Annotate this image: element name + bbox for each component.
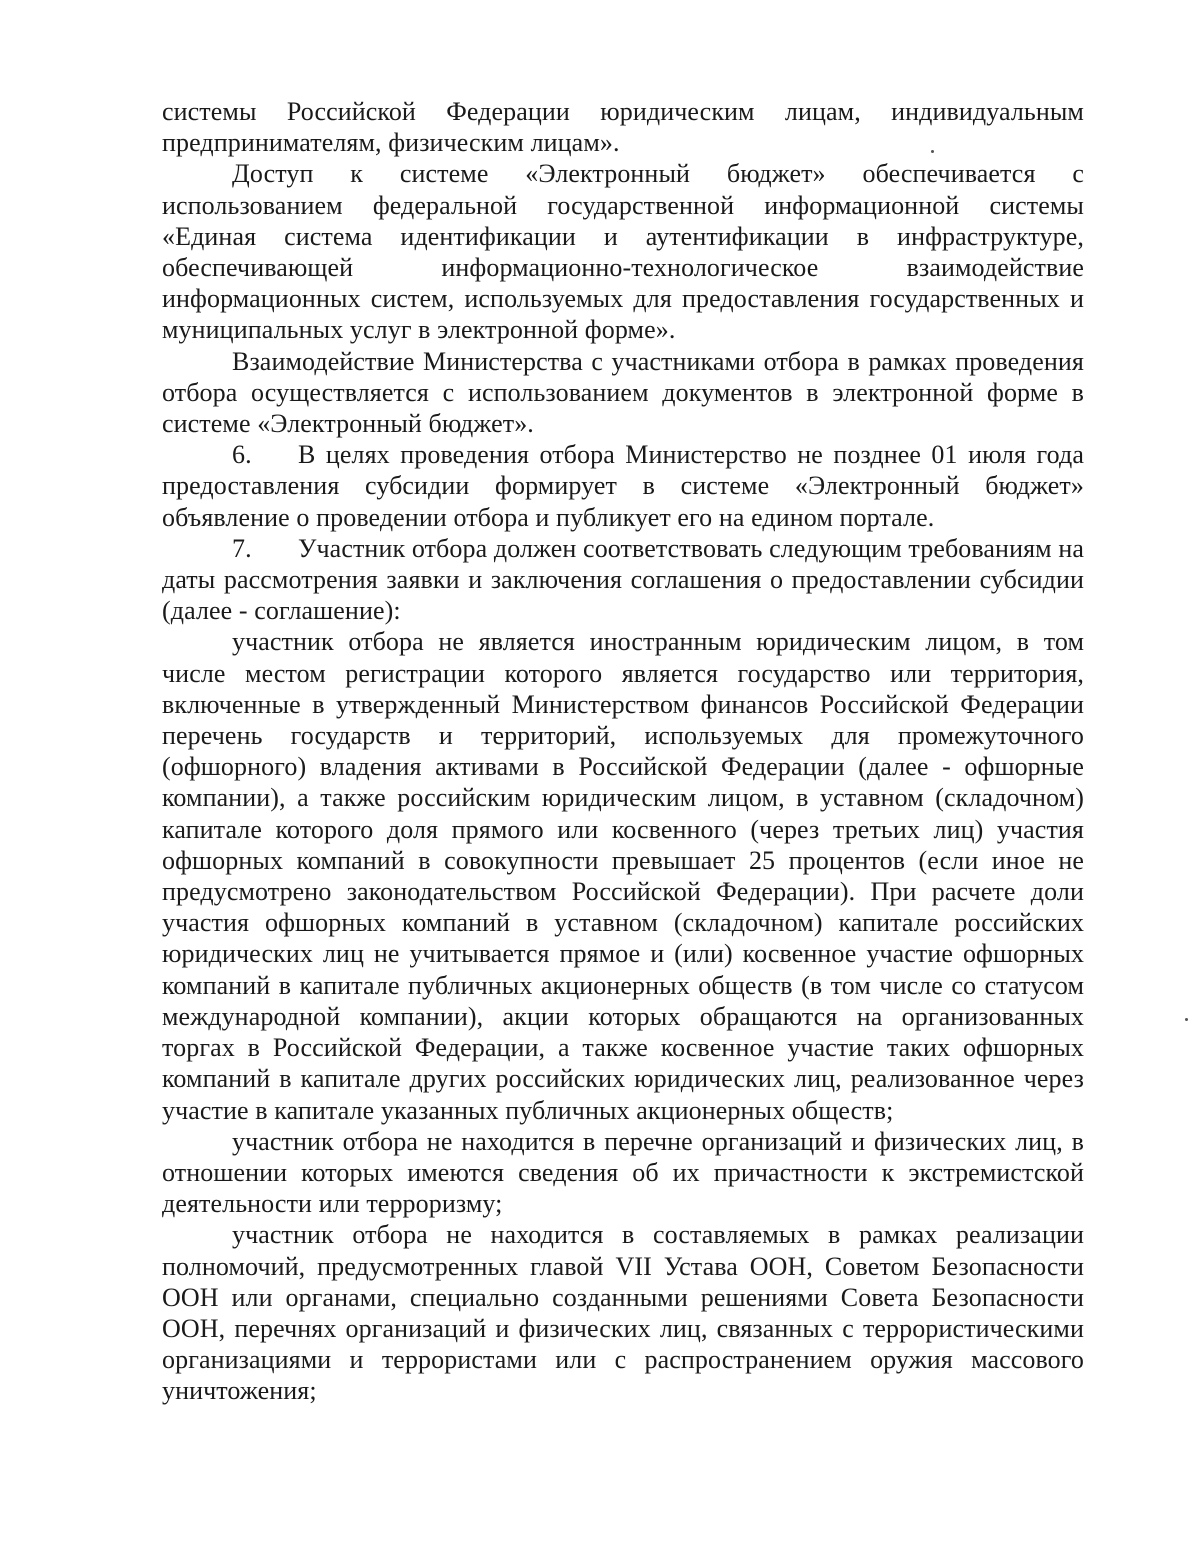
item-7-number: 7. (232, 533, 252, 563)
item-6-text: В целях проведения отбора Министерство не позднее 01 июля года предоставления субсидии формирует в системе «Электронный бюджет» объявление о проведении отбора и публикует его на едином портале. (162, 440, 1084, 532)
item-6-number: 6. (232, 440, 252, 470)
scan-speck (1185, 1018, 1188, 1021)
paragraph-requirement-extremism: участник отбора не находится в перечне организаций и физических лиц, в отношении которых имеются сведения об их причастности к экстремистской деятельности или терроризму; (162, 1126, 1084, 1219)
item-7-text: Участник отбора должен соответствовать следующим требованиям на даты рассмотрения заявки и заключения соглашения о предоставлении субсидии (далее - соглашение): (162, 533, 1084, 626)
paragraph-requirement-un-sanctions: участник отбора не находится в составляемых в рамках реализации полномочий, предусмотренных главой VII Устава ООН, Советом Безопасности ООН или органами, специально созданными решениями Совета Безопасности ООН, перечнях организаций и физических лиц, связанных с террористическими организациями и террористами или с распространением оружия массового уничтожения; (162, 1220, 1084, 1406)
paragraph-continuation: системы Российской Федерации юридическим лицам, индивидуальным предпринимателям, физическим лицам». (162, 97, 1084, 158)
paragraph-system-access: Доступ к системе «Электронный бюджет» обеспечивается с использованием федеральной государственной информационной системы «Единая система идентификации и аутентификации в инфраструктуре, обеспечивающей информационно-технологическое взаимодействие информационных систем, используемых для предоставления государственных и муниципальных услуг в электронной форме». (162, 159, 1084, 345)
paragraph-requirement-offshore: участник отбора не является иностранным юридическим лицом, в том числе местом регистрации которого является государство или территория, включенные в утвержденный Министерством финансов Российской Федерации перечень государств и территорий, используемых для промежуточного (офшорного) владения активами в Российской Федерации (далее - офшорные компании), а также российским юридическим лицом, в уставном (складочном) капитале которого доля прямого или косвенного (через третьих лиц) участия офшорных компаний в совокупности превышает 25 процентов (если иное не предусмотрено законодательством Российской Федерации). При расчете доли участия офшорных компаний в уставном (складочном) капитале российских юридических лиц не учитывается прямое и (или) косвенное участие офшорных компаний в капитале публичных акционерных обществ (в том числе со статусом международной компании), акции которых обращаются на организованных торгах в Российской Федерации, а также косвенное участие таких офшорных компаний в капитале других российских юридических лиц, реализованное через участие в капитале указанных публичных акционерных обществ; (162, 627, 1084, 1125)
paragraph-ministry-interaction: Взаимодействие Министерства с участниками отбора в рамках проведения отбора осуществляется с использованием документов в электронной форме в системе «Электронный бюджет». (162, 346, 1084, 439)
paragraph-item-6 (162, 439, 1084, 533)
scan-speck (931, 150, 934, 153)
paragraph-item-7 (162, 533, 1084, 627)
document-body (162, 96, 1084, 1407)
